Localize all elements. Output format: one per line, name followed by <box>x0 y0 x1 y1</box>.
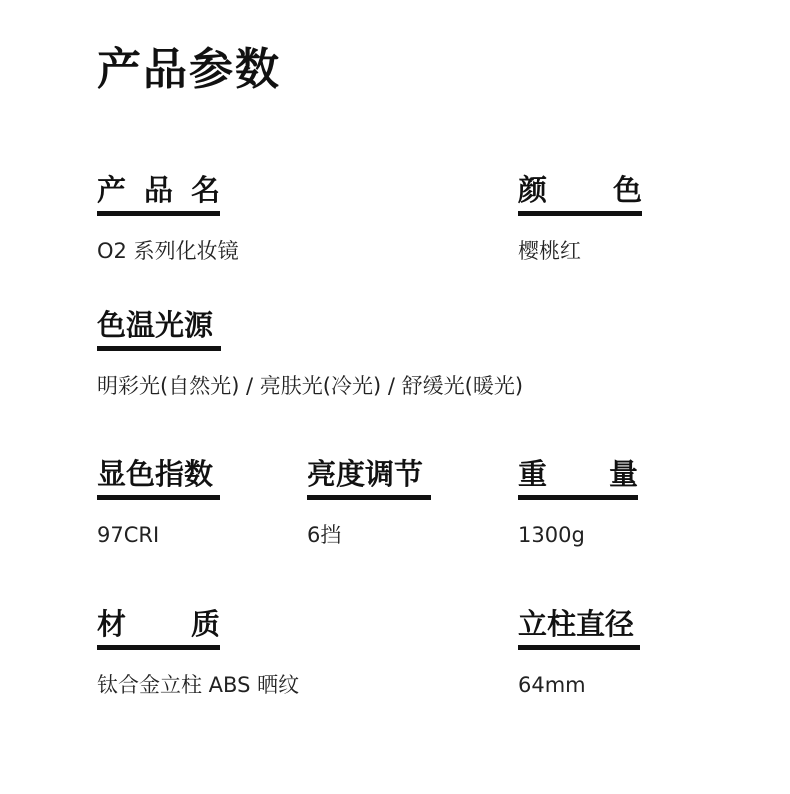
label-text: 亮度调节 <box>307 457 424 491</box>
spec-material <box>97 607 300 697</box>
spec-product-name-label <box>97 173 220 216</box>
label-char: 品 <box>143 173 173 207</box>
spec-pillar-diameter-value: 64mm <box>518 673 586 697</box>
label-char: 量 <box>608 457 638 491</box>
page-title: 产品参数 <box>97 44 281 95</box>
spec-color-label <box>518 173 642 216</box>
spec-brightness-value: 6挡 <box>307 523 342 547</box>
label-char: 名 <box>190 173 220 207</box>
label-text: 色温光源 <box>97 308 214 342</box>
spec-cri-label <box>97 457 220 500</box>
label-char: 质 <box>190 607 220 641</box>
spec-cri-value: 97CRI <box>97 523 160 547</box>
spec-color <box>518 173 642 263</box>
spec-brightness-label <box>307 457 431 500</box>
spec-pillar-diameter <box>518 607 640 697</box>
spec-product-name <box>97 173 239 263</box>
spec-light-source <box>97 308 524 398</box>
spec-weight <box>518 457 638 547</box>
spec-brightness <box>307 457 431 547</box>
label-char: 颜 <box>518 173 548 207</box>
spec-pillar-diameter-label <box>518 607 640 650</box>
spec-weight-label <box>518 457 638 500</box>
spec-material-label <box>97 607 220 650</box>
spec-material-value: 钛合金立柱 ABS 晒纹 <box>97 673 300 697</box>
spec-light-source-label <box>97 308 221 351</box>
spec-product-name-value: O2 系列化妆镜 <box>97 239 239 263</box>
spec-weight-value: 1300g <box>518 523 585 547</box>
label-char: 色 <box>612 173 642 207</box>
spec-light-source-value: 明彩光(自然光) / 亮肤光(冷光) / 舒缓光(暖光) <box>97 374 524 398</box>
label-char: 重 <box>518 457 548 491</box>
label-char: 材 <box>97 607 127 641</box>
spec-color-value: 樱桃红 <box>518 239 581 263</box>
label-text: 立柱直径 <box>518 607 635 641</box>
label-char: 产 <box>97 173 127 207</box>
spec-cri <box>97 457 220 547</box>
label-text: 显色指数 <box>97 457 214 491</box>
